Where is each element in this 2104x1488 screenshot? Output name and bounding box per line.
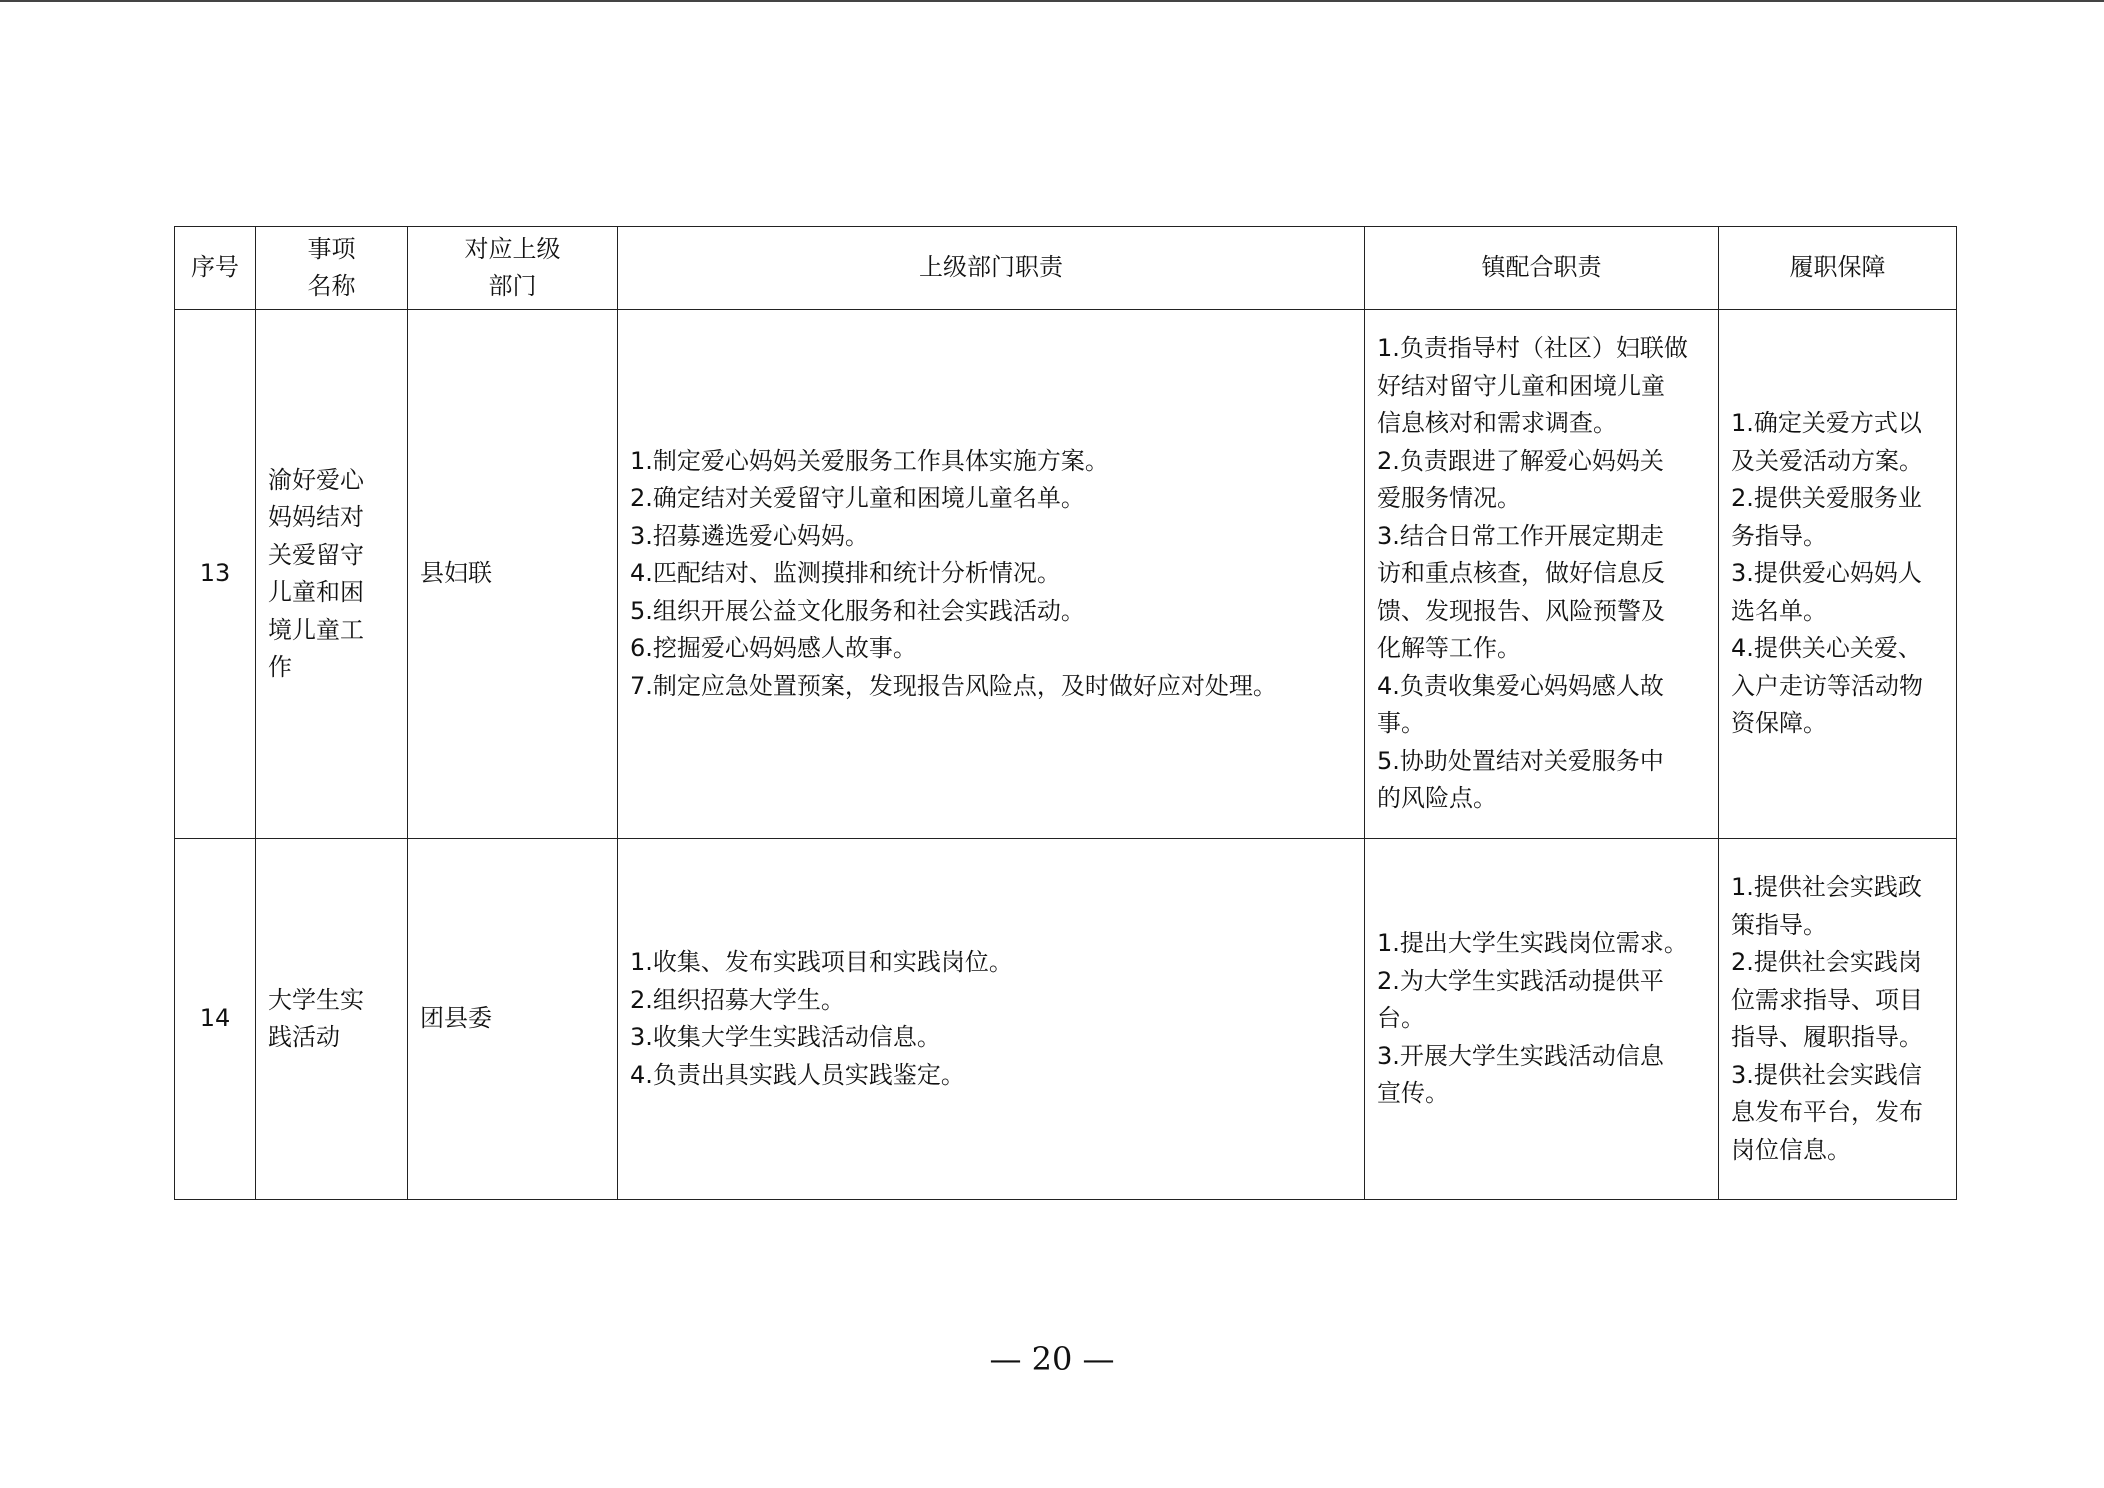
list-item: 3.招募遴选爱心妈妈。 (630, 521, 869, 550)
page-number: — 20 — (989, 1340, 1115, 1378)
header-upper-duty: 上级部门职责 (618, 227, 1365, 310)
cell-seq: 14 (175, 839, 256, 1200)
header-seq: 序号 (175, 227, 256, 310)
table-header-row (175, 227, 1957, 310)
cell-upper-duty (618, 839, 1365, 1200)
list-item: 2.确定结对关爱留守儿童和困境儿童名单。 (630, 484, 1085, 513)
page-top-border (0, 0, 2104, 2)
duty-table (174, 226, 1957, 1200)
header-town-duty: 镇配合职责 (1365, 227, 1719, 310)
cell-guarantee: 1.确定关爱方式以 及关爱活动方案。 2.提供关爱服务业 务指导。 3.提供爱心妈妈人 选名单。 4.提供关心关爱、 入户走访等活动物 资保障。 (1719, 310, 1957, 839)
list-item: 1.制定爱心妈妈关爱服务工作具体实施方案。 (630, 446, 1109, 475)
list-item: 7.制定应急处置预案，发现报告风险点，及时做好应对处理。 (630, 671, 1277, 700)
list-item: 4.负责出具实践人员实践鉴定。 (630, 1060, 965, 1089)
cell-item-name: 渝好爱心 妈妈结对 关爱留守 儿童和困 境儿童工 作 (256, 310, 408, 839)
list-item: 4.匹配结对、监测摸排和统计分析情况。 (630, 559, 1061, 588)
list-item: 5.组织开展公益文化服务和社会实践活动。 (630, 596, 1085, 625)
cell-item-name: 大学生实 践活动 (256, 839, 408, 1200)
header-item-name: 事项 名称 (256, 227, 408, 310)
cell-town-duty: 1.负责指导村（社区）妇联做 好结对留守儿童和困境儿童 信息核对和需求调查。 2.负责跟进了解爱心妈妈关 爱服务情况。 3.结合日常工作开展定期走 访和重点核查，做好信息反 馈、发现报告、风险预警及 化解等工作。 4.负责收集爱心妈妈感人故 事。 5.协助处置结对关爱服务中 的风险点。 (1365, 310, 1719, 839)
header-guarantee: 履职保障 (1719, 227, 1957, 310)
cell-upper-duty (618, 310, 1365, 839)
list-item: 1.收集、发布实践项目和实践岗位。 (630, 948, 1013, 976)
cell-seq: 13 (175, 310, 256, 839)
list-item: 2.组织招募大学生。 (630, 985, 845, 1014)
list-item: 3.收集大学生实践活动信息。 (630, 1023, 941, 1051)
cell-town-duty: 1.提出大学生实践岗位需求。 2.为大学生实践活动提供平 台。 3.开展大学生实践活动信息 宣传。 (1365, 839, 1719, 1200)
cell-upper-dept: 团县委 (408, 839, 618, 1200)
list-item: 6.挖掘爱心妈妈感人故事。 (630, 634, 917, 663)
table-row (175, 310, 1957, 839)
header-upper-dept: 对应上级 部门 (408, 227, 618, 310)
table-row (175, 839, 1957, 1200)
cell-upper-dept: 县妇联 (408, 310, 618, 839)
cell-guarantee: 1.提供社会实践政 策指导。 2.提供社会实践岗 位需求指导、项目 指导、履职指导。 3.提供社会实践信 息发布平台，发布 岗位信息。 (1719, 839, 1957, 1200)
